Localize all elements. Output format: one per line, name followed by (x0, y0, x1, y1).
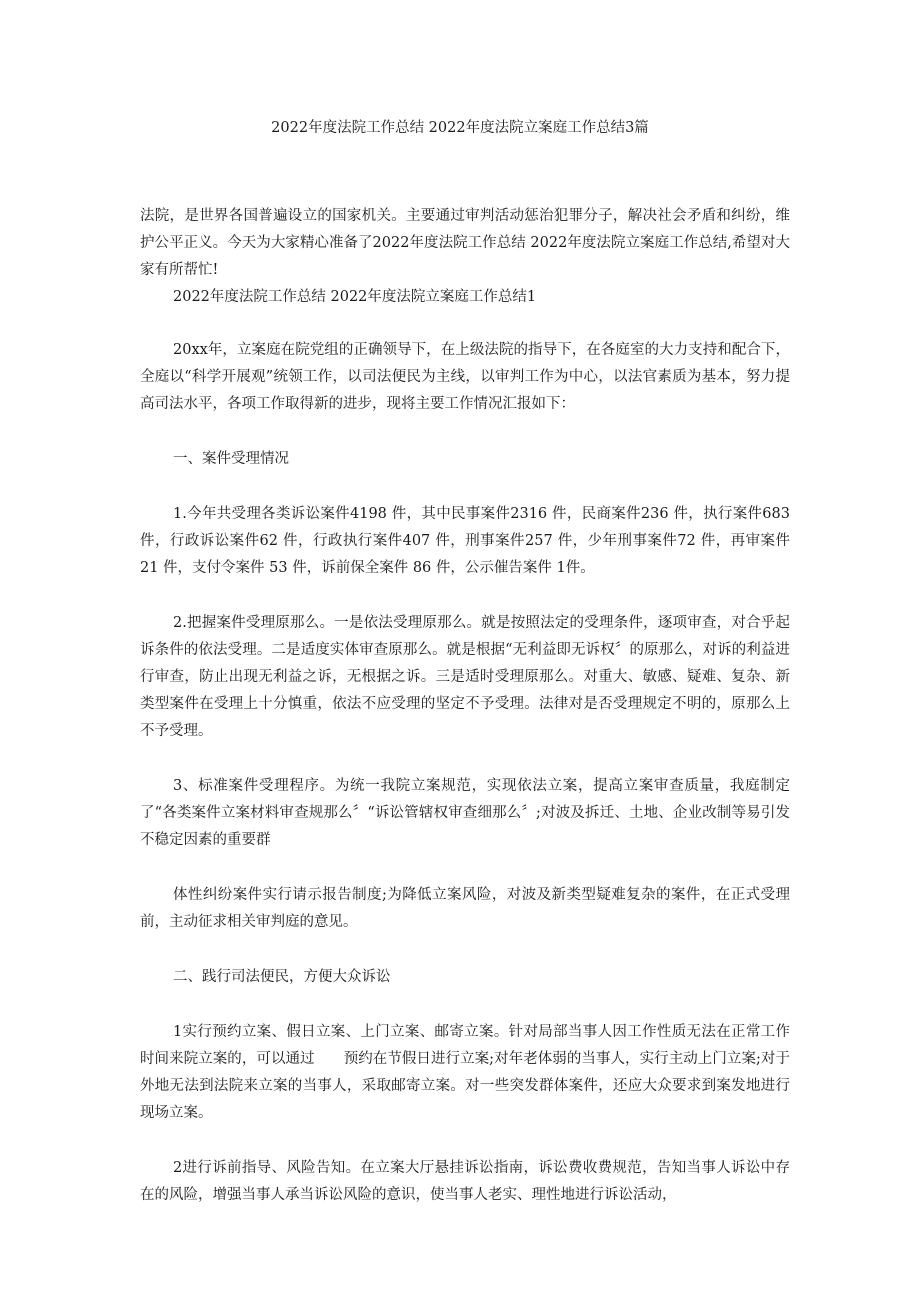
intro-paragraph: 法院，是世界各国普遍设立的国家机关。主要通过审判活动惩治犯罪分子，解决社会矛盾和纠纷，维护公平正义。今天为大家精心准备了2022年度法院工作总结 2022年度法院立案庭工作总结,希望对大家有所帮忙! (140, 208, 790, 278)
item-1-3: 3、标准案件受理程序。为统一我院立案规范，实现依法立案，提高立案审查质量，我庭制定了“各类案件立案材料审查规那么〞“诉讼管辖权审查细那么〞;对波及拆迁、土地、企业改制等易引发不稳定因素的重要群 (140, 778, 790, 848)
item-1-1: 1.今年共受理各类诉讼案件4198 件，其中民事案件2316 件，民商案件236 件，执行案件683 件，行政诉讼案件62 件，行政执行案件407 件，刑事案件257 件，少年刑事案件72 件，再审案件21 件，支付令案件 53 件，诉前保全案件 86 件，公示催告案件 1件。 (140, 506, 790, 576)
item-1-3-continued: 体性纠纷案件实行请示报告制度;为降低立案风险，对波及新类型疑难复杂的案件，在正式受理前，主动征求相关审判庭的意见。 (140, 887, 790, 930)
item-2-1: 1实行预约立案、假日立案、上门立案、邮寄立案。针对局部当事人因工作性质无法在正常工作时间来院立案的，可以通过 预约在节假日进行立案;对年老体弱的当事人，实行主动上门立案;对于外地无法到法院来立案的当事人，采取邮寄立案。对一些突发群体案件，还应大众要求到案发地进行现场立案。 (140, 1024, 790, 1121)
subtitle-1: 2022年度法院工作总结 2022年度法院立案庭工作总结1 (173, 289, 537, 305)
document-title: 2022年度法院工作总结 2022年度法院立案庭工作总结3篇 (271, 120, 649, 136)
item-1-2: 2.把握案件受理原那么。一是依法受理原那么。就是按照法定的受理条件，逐项审查，对合乎起诉条件的依法受理。二是适度实体审查原那么。就是根据“无利益即无诉权〞的原那么，对诉的利益进行审查，防止出现无利益之诉，无根据之诉。三是适时受理原那么。对重大、敏感、疑难、复杂、新类型案件在受理上十分慎重，依法不应受理的坚定不予受理。法律对是否受理规定不明的，原那么上不予受理。 (140, 615, 790, 739)
section-heading-1: 一、案件受理情况 (173, 451, 289, 467)
document-body (140, 203, 790, 1209)
item-2-2: 2进行诉前指导、风险告知。在立案大厅悬挂诉讼指南，诉讼费收费规范，告知当事人诉讼中存在的风险，增强当事人承当诉讼风险的意识，使当事人老实、理性地进行诉讼活动， (140, 1160, 790, 1203)
overview-paragraph: 20xx年，立案庭在院党组的正确领导下，在上级法院的指导下，在各庭室的大力支持和配合下，全庭以“科学开展观”统领工作，以司法便民为主线，以审判工作为中心，以法官素质为基本，努力提高司法水平，各项工作取得新的进步，现将主要工作情况汇报如下： (140, 342, 790, 412)
section-heading-2: 二、践行司法便民，方便大众诉讼 (173, 969, 391, 985)
